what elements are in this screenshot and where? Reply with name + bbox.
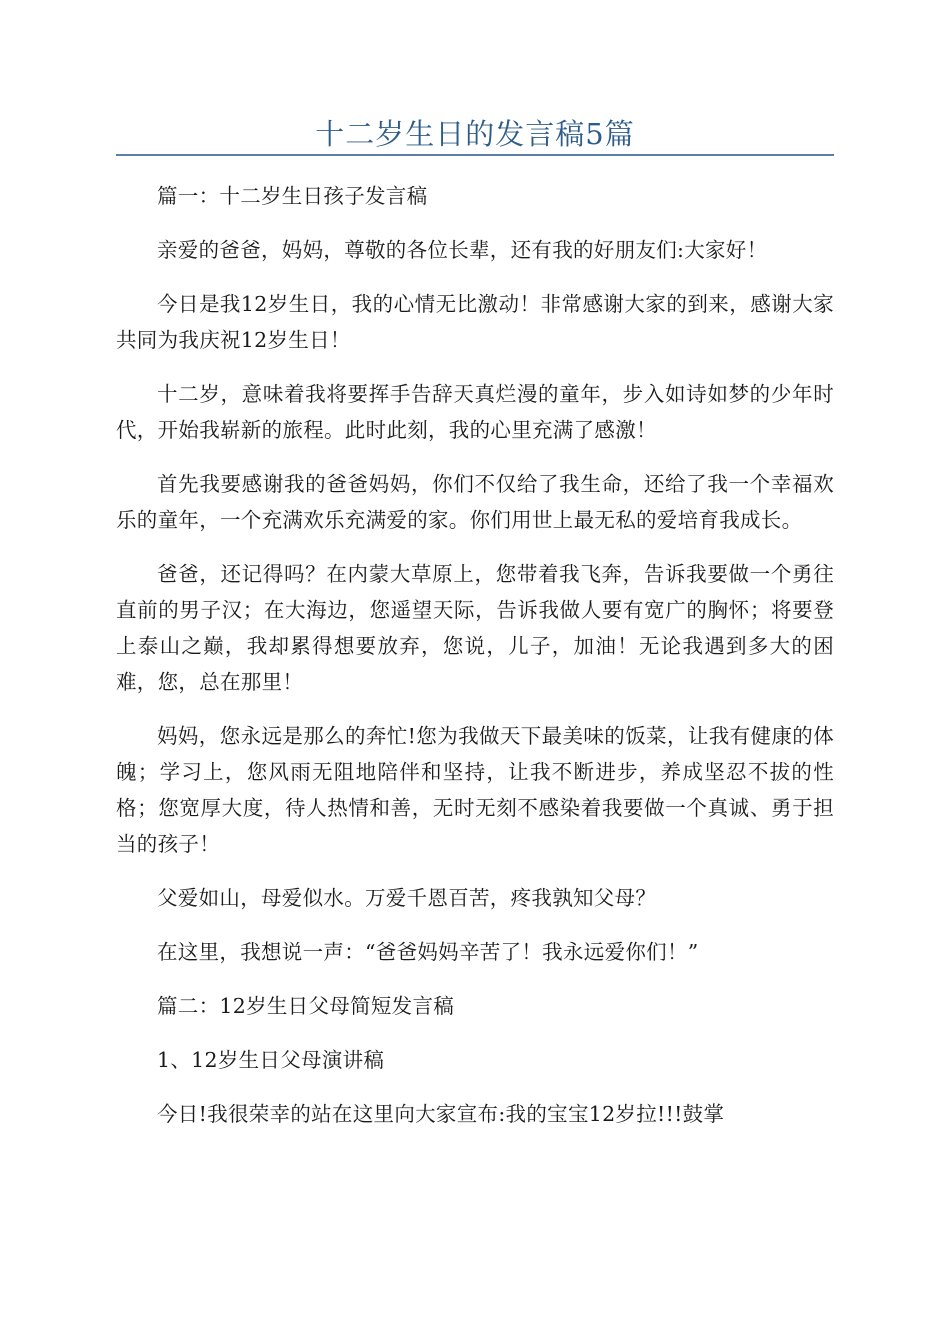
paragraph: 在这里，我想说一声：“爸爸妈妈辛苦了！我永远爱你们！” (157, 940, 699, 964)
paragraph: 妈妈，您永远是那么的奔忙!您为我做天下最美味的饭菜，让我有健康的体魄；学习上，您风雨无阻地陪伴和坚持，让我不断进步，养成坚忍不拔的性格；您宽厚大度，待人热情和善，无时无刻不感染着我要做一个真诚、勇于担当的孩子！ (116, 724, 834, 856)
document-title: 十二岁生日的发言稿5篇 (315, 117, 635, 151)
paragraph: 十二岁，意味着我将要挥手告辞天真烂漫的童年，步入如诗如梦的少年时代，开始我崭新的旅程。此时此刻，我的心里充满了感激！ (116, 382, 834, 442)
paragraph: 爸爸，还记得吗？在内蒙大草原上，您带着我飞奔，告诉我要做一个勇往直前的男子汉；在大海边，您遥望天际，告诉我做人要有宽广的胸怀；将要登上泰山之巅，我却累得想要放弃，您说，儿子，加油！无论我遇到多大的困难，您，总在那里！ (116, 562, 834, 694)
paragraph: 今日!我很荣幸的站在这里向大家宣布:我的宝宝12岁拉!!!鼓掌 (157, 1102, 725, 1126)
document-page (116, 0, 834, 1150)
paragraph: 父爱如山，母爱似水。万爱千恩百苦，疼我孰知父母？ (157, 886, 657, 910)
paragraph: 首先我要感谢我的爸爸妈妈，你们不仅给了我生命，还给了我一个幸福欢乐的童年，一个充满欢乐充满爱的家。你们用世上最无私的爱培育我成长。 (116, 472, 834, 532)
section-heading-1: 篇一：十二岁生日孩子发言稿 (157, 184, 428, 208)
paragraph: 亲爱的爸爸，妈妈，尊敬的各位长辈，还有我的好朋友们:大家好！ (157, 238, 768, 262)
paragraph: 今日是我12岁生日，我的心情无比激动！非常感谢大家的到来，感谢大家共同为我庆祝12岁生日！ (116, 292, 834, 352)
subsection-heading: 1、12岁生日父母演讲稿 (157, 1048, 385, 1072)
title-underline (116, 154, 834, 156)
document-body (116, 178, 834, 1132)
section-heading-2: 篇二：12岁生日父母简短发言稿 (157, 994, 455, 1018)
